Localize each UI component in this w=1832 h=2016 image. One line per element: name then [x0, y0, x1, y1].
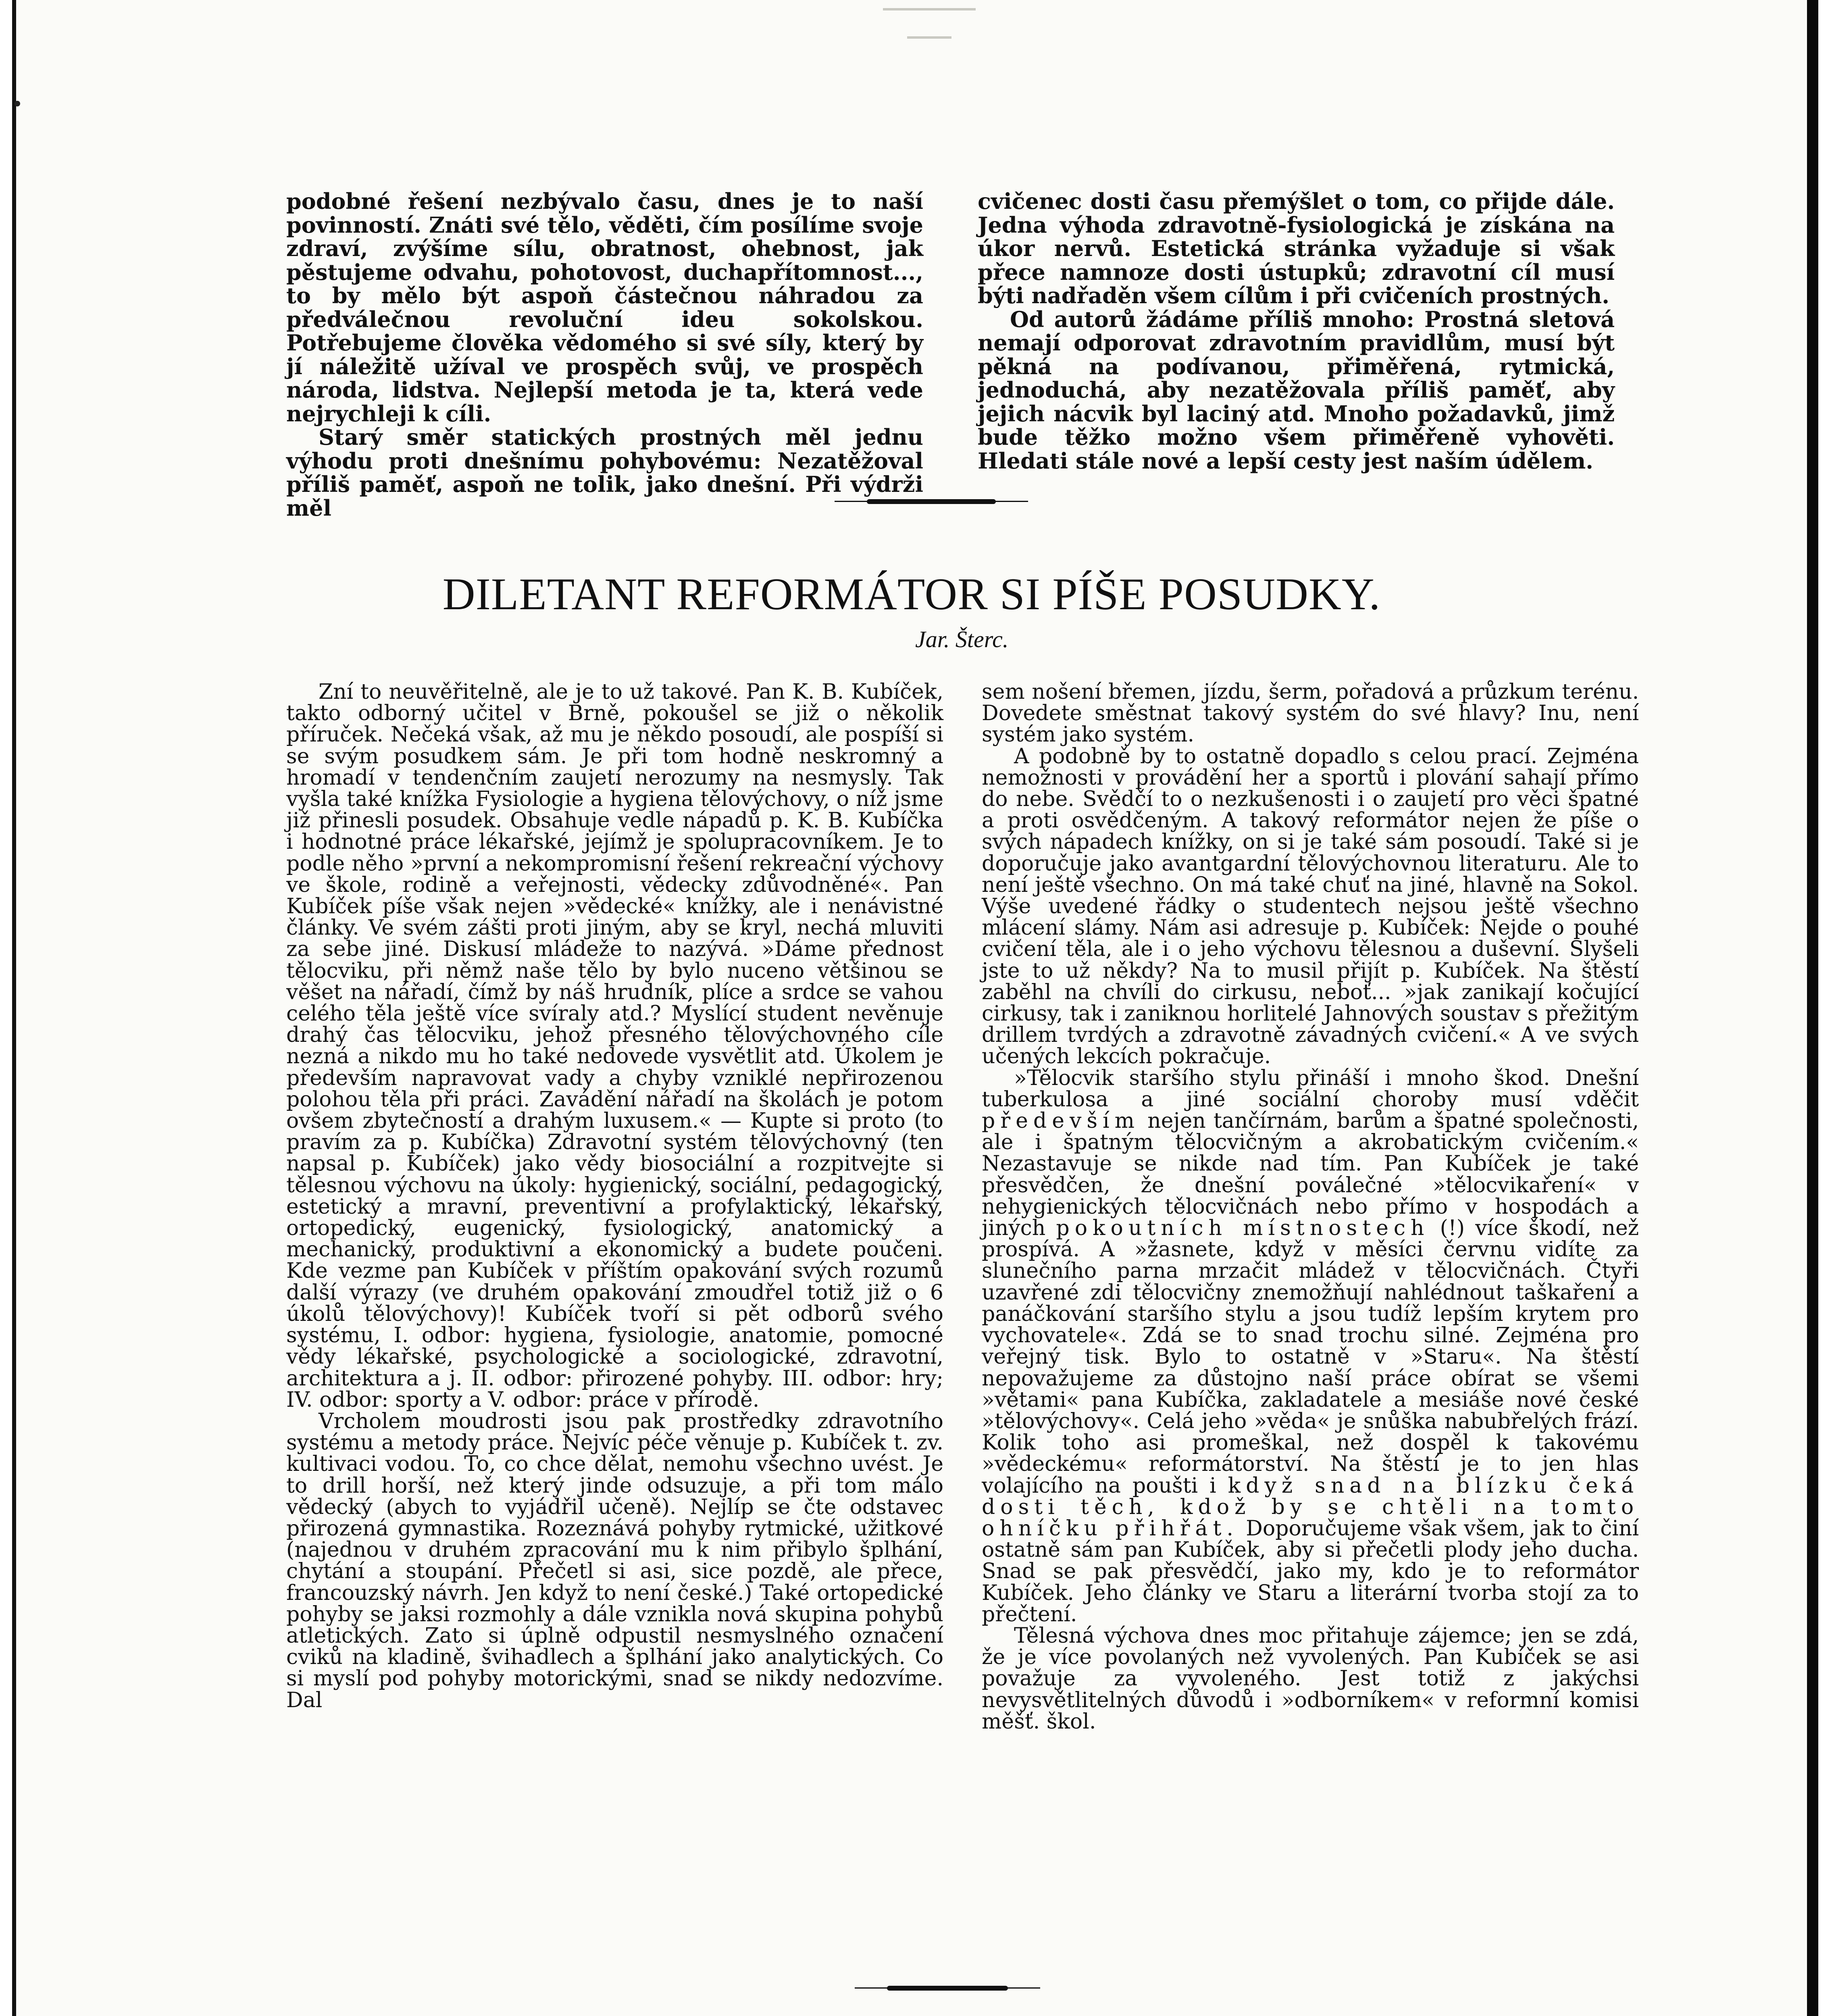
- top-left-paragraph-2: Starý směr statických prostných měl jednu výhodu proti dnešnímu pohybovému: Nezatěžoval příliš paměť, aspoň ne tolik, jako dnešní. Při výdrži měl: [286, 424, 923, 521]
- emphasized-spaced-text: především: [982, 1109, 1140, 1133]
- top-left-paragraph-1: podobné řešení nezbývalo času, dnes je to naší povinností. Znáti své tělo, věděti, čím posílíme svoje zdraví, zvýšíme sílu, obratnost, ohebnost, jak pěstujeme odvahu, pohotovost, duchapřítomnost..., to by mělo být aspoň částečnou náhradou za předválečnou revoluční ideu sokolskou. Potřebujeme člověka vědomého si své síly, který by jí náležitě užíval ve prospěch svůj, ve prospěch národa, lidstva. Nejlepší metoda je ta, která vede nejrychleji k cíli.: [286, 188, 923, 427]
- paragraph-text: A podobně by to ostatně dopadlo s celou prací. Zejména nemožnosti v provádění her a sportů i plování sahají přímo do nebe. Svědčí to o nezkušenosti i o zaujetí pro věci špatné a proti osvědčeným. A takový reformátor nejen že píše o svých nápadech knížky, on si je také sám posoudí. Také si je doporučuje jako avantgardní tělovýchovnou literaturu. Ale to není ještě všechno. On má také chuť na jiné, hlavně na Sokol. Výše uvedené řádky o studentech nejsou ještě všechno mlácení slámy. Nám asi adresuje p. Kubíček: Nejde o pouhé cvičení těla, ale i o jeho výchovu tělesnou a duševní. Slyšeli jste to už někdy? Na to musil přijít p. Kubíček. Na štěstí zaběhl na chvíli do cirkusu, neboť... »jak zanikají kočující cirkusy, tak i zaniknou horlitelé Jahnových soustav s přežitým drillem tvrdých a zdravotně závadných cvičení.« A ve svých učených lekcích pokračuje.: [982, 744, 1639, 1069]
- article-right-paragraph: [982, 681, 1639, 746]
- article-left-paragraph-1: Zní to neuvěřitelně, ale je to už takové. Pan K. B. Kubíček, takto odborný učitel v Brně, pokoušel se již o několik příruček. Nečeká však, až mu je někdo posoudí, ale pospíší si se svým posudkem sám. Je při tom hodně neskromný a hromadí v tendenčním zaujetí nerozumy na nesmysly. Tak vyšla také knížka Fysiologie a hygiena tělovýchovy, o níž jsme již přinesli posudek. Obsahuje vedle nápadů p. K. B. Kubíčka i hodnotné práce lékařské, jejímž je spolupracovníkem. Je to podle něho »první a nekompromisní řešení rekreační výchovy ve škole, rodině a veřejnosti, vědecky zdůvodněné«. Pan Kubíček píše však nejen »vědecké« knížky, ale i nenávistné články. Ve svém zášti proti jiným, aby se kryl, nechá mluviti za sebe jiné. Diskusí mládeže to nazývá. »Dáme přednost tělocviku, při němž naše tělo by bylo nuceno většinou se věšet na nářadí, čímž by náš hrudník, plíce a srdce se vahou celého těla ještě více svíraly atd.? Myslící student nevěnuje drahý čas tělocviku, jehož přesného tělovýchovného cíle nezná a nikdo mu ho také nedovede vysvětlit atd. Úkolem je především napravovat vady a chyby vzniklé nepřirozenou polohou těla při práci. Zavádění nářadí na školách je potom ovšem zbytečností a drahým luxusem.« — Kupte si proto (to pravím za p. Kubíčka) Zdravotní systém tělovýchovný (ten napsal p. Kubíček) jako vědy biosociální a rozpitvejte si tělesnou výchovu na úkoly: hygienický, sociální, pedagogický, estetický a mravní, preventivní a profylaktický, lékařský, ortopedický, eugenický, fysiologický, anatomický a mechanický, produktivní a ekonomický a budete poučeni. Kde vezme pan Kubíček v příštím opakování svých rozumů další výrazy (ve druhém opakování zmoudřel totiž již o 6 úkolů tělovýchovy)! Kubíček tvoří si pět odborů svého systému, I. odbor: hygiena, fysiologie, anatomie, pomocné vědy lékařské, psychologické a sociologické, zdravotní, architektura a j. II. odbor: přirozené pohyby. III. odbor: hry; IV. odbor: sporty a V. odbor: práce v přírodě.: [286, 680, 943, 1412]
- article-left-paragraph-2: Vrcholem moudrosti jsou pak prostředky zdravotního systému a metody práce. Nejvíc péče věnuje p. Kubíček t. zv. kultivaci vodou. To, co chce dělat, nemohu všechno uvést. Je to drill horší, než který jinde odsuzuje, a při tom málo vědecký (abych to vyjádřil učeně). Nejlíp se čte odstavec přirozená gymnastika. Rozeznává pohyby rytmické, užitkové (najednou v druhém zpracování mu k nim přibylo šplhání, chytání a stoupání. Přečetl si asi, sice pozdě, ale přece, francouzský návrh. Jen když to není české.) Také ortopedické pohyby se jaksi rozmohly a dále vznikla nová skupina pohybů atletických. Zato si úplně odpustil nesmyslného označení cviků na kladině, švihadlech a šplhání jako analytických. Co si myslí pod pohyby motorickými, snad se nikdy nedozvíme. Dal: [286, 1409, 943, 1712]
- margin-dot: [15, 101, 20, 106]
- section-divider-top: [867, 499, 996, 504]
- section-divider-bottom: [887, 1986, 1008, 1991]
- article-right-paragraph: [982, 1068, 1639, 1625]
- top-left-column: [286, 190, 923, 520]
- paragraph-text: Tělesná výchova dnes moc přitahuje zájemce; jen se zdá, že je více povolaných než vyvolených. Pan Kubíček se asi považuje za vyvoleného. Jest totiž z jakýchsi nevysvětlitelných důvodů i »odborníkem« v reformní komisi měšť. škol.: [982, 1623, 1639, 1734]
- paragraph-text: nejen tančírnám, barům a špatné společnosti, ale i špatným tělocvičným a akrobatickým cvičením.« Nezastavuje se nikde nad tím. Pan Kubíček je také přesvědčen, že dnešní poválečné »tělocvikaření« v nehygienických tělocvičnách nebo přímo v hospodách a jiných: [982, 1109, 1639, 1241]
- paragraph-text: »Tělocvik staršího stylu přináší i mnoho škod. Dnešní tuberkulosa a jiné sociální choroby musí vděčit: [982, 1066, 1639, 1112]
- article-right-column: [982, 681, 1639, 1733]
- emphasized-spaced-text: když snad na blízku čeká dosti těch, kdož by se chtěli na tomto ohníčku přihřát.: [982, 1473, 1639, 1541]
- article-right-paragraph: [982, 746, 1639, 1068]
- article-title: DILETANT REFORMÁTOR SI PÍŠE POSUDKY.: [442, 569, 1381, 619]
- emphasized-spaced-text: pokoutních místnostech: [1056, 1216, 1430, 1241]
- paragraph-text: Doporučujeme však všem, jak to činí ostatně sám pan Kubíček, aby si přečetli plody jeho ducha. Snad se pak přesvědčí, jako my, kdo je to reformátor Kubíček. Jeho články ve Staru a literární tvorba stojí za to přečtení.: [982, 1516, 1639, 1627]
- article-right-paragraph: [982, 1625, 1639, 1733]
- paragraph-text: (!) více škodí, než prospívá. A »žasnete, když v měsíci červnu vidíte za slunečního parna mrzačit mládež v tělocvičnách. Čtyři uzavřené zdi tělocvičny znemožňují nahlédnout taškaření a panáčkování staršího stylu a jsou tudíž lepším krytem pro vychovatele«. Zdá se to snad trochu silné. Zejména pro veřejný tisk. Bylo to ostatně v »Staru«. Na štěstí nepovažujeme za důstojno naší práce obírat se všemi »větami« pana Kubíčka, zakladatele a mesiáše nové české »tělovýchovy«. Celá jeho »věda« je snůška nabubřelých frází. Kolik toho asi promeškal, než dospěl k takovému »vědeckému« reformátorství. Na štěstí je to jen hlas volajícího na poušti i: [982, 1216, 1639, 1498]
- paragraph-text: sem nošení břemen, jízdu, šerm, pořadová a průzkum terénu. Dovedete směstnat takový systém do své hlavy? Inu, není systém jako systém.: [982, 680, 1639, 747]
- article-author: Jar. Šterc.: [915, 626, 1009, 652]
- top-right-paragraph-2: Od autorů žádáme příliš mnoho: Prostná sletová nemají odporovat zdravotním pravidlům, musí být pěkná na podívanou, přiměřená, rytmická, jednoduchá, aby nezatěžovala příliš paměť, aby jejich nácvik byl laciný atd. Mnoho požadavků, jimž bude těžko možno všem přiměřeně vyhověti. Hledati stále nové a lepší cesty jest naším údělem.: [978, 306, 1615, 474]
- article-left-column: [286, 681, 943, 1711]
- top-right-paragraph-1: cvičenec dosti času přemýšlet o tom, co přijde dále. Jedna výhoda zdravotně-fysiologická je získána na úkor nervů. Estetická stránka vyžaduje si však přece namnoze dosti ústupků; zdravotní cíl musí býti nadřaděn všem cílům i při cvičeních prostných.: [978, 188, 1615, 308]
- page-top-ornament: [883, 0, 976, 60]
- magazine-page: [12, 0, 1818, 2016]
- top-right-column: [978, 190, 1615, 473]
